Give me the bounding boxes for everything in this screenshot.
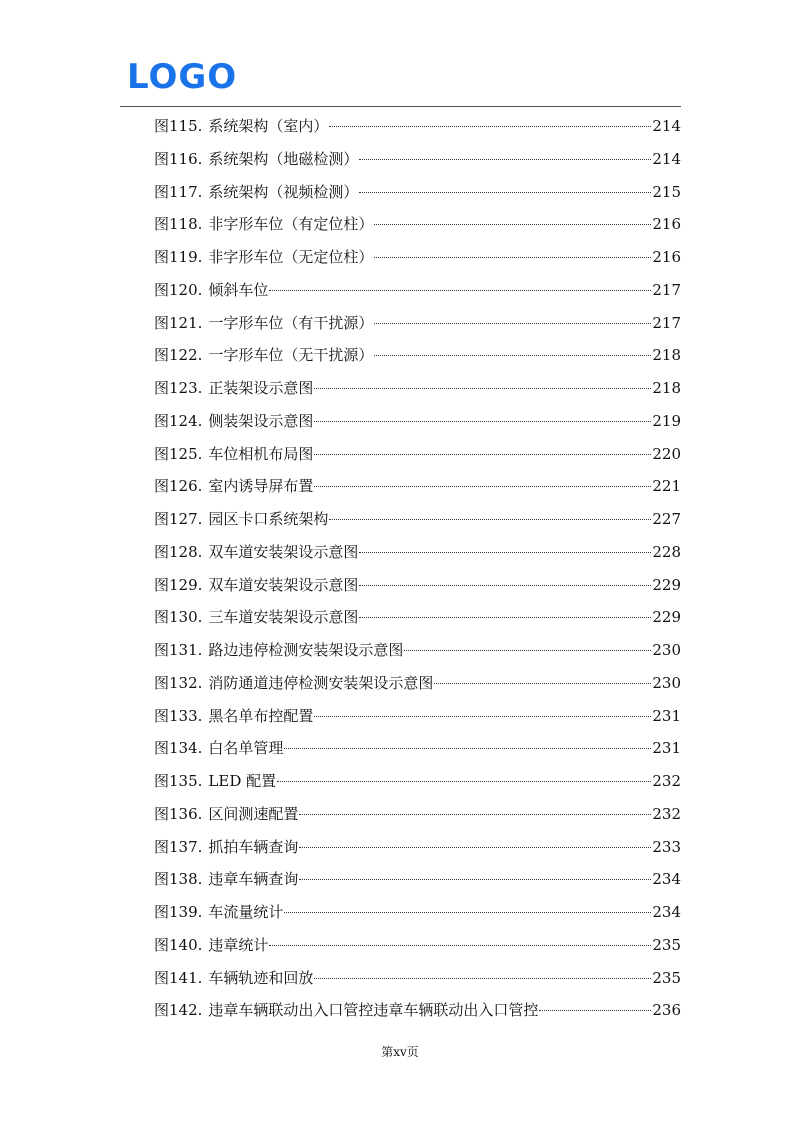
figure-title: 车辆轨迹和回放 [208, 968, 314, 987]
figure-title: 园区卡口系统架构 [208, 510, 329, 528]
toc-entry[interactable] [154, 569, 681, 602]
page-ref: 220 [652, 444, 681, 463]
toc-entry[interactable] [154, 274, 681, 307]
dot-leader [359, 585, 651, 586]
figure-number: 图141. [154, 968, 203, 987]
page-ref: 234 [652, 903, 681, 921]
dot-leader [359, 617, 651, 618]
toc-entry[interactable] [154, 470, 681, 503]
toc-entry[interactable] [154, 831, 681, 864]
page-ref: 214 [652, 117, 681, 135]
page-ref: 229 [652, 608, 681, 627]
page-number: 第xv页 [381, 1045, 419, 1059]
figure-number: 图116. [154, 149, 203, 168]
dot-leader [359, 192, 651, 193]
dot-leader [284, 912, 651, 913]
page-ref: 231 [652, 706, 681, 725]
figure-title: 消防通道违停检测安装架设示意图 [208, 673, 434, 692]
page-ref: 234 [652, 870, 681, 889]
toc-entry[interactable] [154, 307, 681, 340]
page-ref: 217 [652, 280, 681, 299]
page-ref: 232 [652, 772, 681, 790]
dot-leader [277, 781, 651, 782]
page-ref: 218 [652, 379, 681, 397]
dot-leader [359, 159, 651, 160]
toc-entry[interactable] [154, 732, 681, 765]
toc-entry[interactable] [154, 143, 681, 176]
dot-leader [404, 650, 651, 651]
figure-number: 图130. [154, 608, 203, 627]
figure-number: 图123. [154, 379, 203, 397]
toc-entry[interactable] [154, 634, 681, 667]
dot-leader [539, 1010, 651, 1011]
toc-entry[interactable] [154, 667, 681, 700]
dot-leader [329, 126, 651, 127]
figure-number: 图132. [154, 673, 203, 692]
figure-number: 图117. [154, 182, 203, 201]
dot-leader [284, 748, 651, 749]
figure-title: 双车道安装架设示意图 [208, 542, 359, 561]
figure-title: 一字形车位（有干扰源） [208, 313, 374, 332]
dot-leader [434, 683, 651, 684]
dot-leader [359, 552, 651, 553]
logo: LOGO [127, 57, 238, 97]
header-divider [120, 106, 681, 107]
page-ref: 216 [652, 248, 681, 266]
figure-title: 室内诱导屏布置 [208, 477, 314, 496]
figure-title: 区间测速配置 [208, 804, 299, 823]
figure-title: 系统架构（视频检测） [208, 182, 359, 201]
figure-number: 图119. [154, 248, 203, 266]
toc-entry[interactable] [154, 601, 681, 634]
figure-title: 倾斜车位 [208, 280, 269, 299]
page-ref: 214 [652, 149, 681, 168]
figure-title: 一字形车位（无干扰源） [208, 346, 374, 365]
dot-leader [299, 814, 651, 815]
toc-entry[interactable] [154, 700, 681, 733]
page-ref: 227 [652, 510, 681, 528]
toc-entry[interactable] [154, 241, 681, 274]
figure-title: 路边违停检测安装架设示意图 [208, 641, 404, 659]
figure-title: 违章车辆联动出入口管控违章车辆联动出入口管控 [208, 1001, 539, 1020]
toc-entry[interactable] [154, 372, 681, 405]
page-ref: 228 [652, 542, 681, 561]
page-ref: 231 [652, 739, 681, 758]
figure-number: 图120. [154, 280, 203, 299]
figure-number: 图118. [154, 215, 203, 234]
toc-entry[interactable] [154, 929, 681, 962]
toc-entry[interactable] [154, 176, 681, 209]
figure-title: 侧装架设示意图 [208, 411, 314, 430]
figure-number: 图134. [154, 739, 203, 758]
toc-entry[interactable] [154, 405, 681, 438]
figure-number: 图136. [154, 804, 203, 823]
page-ref: 221 [652, 477, 681, 496]
page-footer [0, 1043, 800, 1060]
toc-entry[interactable] [154, 503, 681, 536]
dot-leader [314, 454, 651, 455]
toc-entry[interactable] [154, 438, 681, 471]
figure-title: LED 配置 [208, 772, 277, 790]
figure-title: 系统架构（地磁检测） [208, 149, 359, 168]
dot-leader [314, 421, 651, 422]
page-ref: 219 [652, 411, 681, 430]
page-ref: 236 [652, 1001, 681, 1020]
figure-title: 车流量统计 [208, 903, 284, 921]
page-ref: 233 [652, 837, 681, 856]
figure-number: 图137. [154, 837, 203, 856]
dot-leader [374, 224, 651, 225]
figure-number: 图115. [154, 117, 203, 135]
toc-entry[interactable] [154, 896, 681, 929]
dot-leader [269, 945, 651, 946]
figure-title: 抓拍车辆查询 [208, 837, 299, 856]
dot-leader [269, 290, 651, 291]
figure-number: 图126. [154, 477, 203, 496]
figure-number: 图122. [154, 346, 203, 365]
page-ref: 215 [652, 182, 681, 201]
figure-title: 违章车辆查询 [208, 870, 299, 889]
dot-leader [299, 879, 651, 880]
dot-leader [374, 355, 651, 356]
toc-entry[interactable] [154, 765, 681, 798]
figure-title: 非字形车位（有定位柱） [208, 215, 374, 234]
toc-entry[interactable] [154, 962, 681, 995]
figure-title: 白名单管理 [208, 739, 284, 758]
toc-entry[interactable] [154, 110, 681, 143]
page-ref: 216 [652, 215, 681, 234]
figure-number: 图121. [154, 313, 203, 332]
figure-number: 图128. [154, 542, 203, 561]
dot-leader [314, 978, 651, 979]
figure-number: 图129. [154, 575, 203, 594]
figure-title: 正装架设示意图 [208, 379, 314, 397]
figure-number: 图131. [154, 641, 203, 659]
figure-number: 图140. [154, 935, 203, 954]
page-ref: 230 [652, 673, 681, 692]
figure-title: 黑名单布控配置 [208, 706, 314, 725]
figure-number: 图133. [154, 706, 203, 725]
toc-entry[interactable] [154, 863, 681, 896]
page-ref: 229 [652, 575, 681, 594]
figure-title: 系统架构（室内） [208, 117, 329, 135]
toc-entry[interactable] [154, 339, 681, 372]
figure-title: 三车道安装架设示意图 [208, 608, 359, 627]
figure-title: 车位相机布局图 [208, 444, 314, 463]
figure-number: 图139. [154, 903, 203, 921]
dot-leader [329, 519, 651, 520]
figure-number: 图135. [154, 772, 203, 790]
page-ref: 230 [652, 641, 681, 659]
toc-entry[interactable] [154, 208, 681, 241]
figure-number: 图138. [154, 870, 203, 889]
dot-leader [374, 257, 651, 258]
dot-leader [314, 388, 651, 389]
dot-leader [374, 323, 651, 324]
table-of-figures [154, 110, 681, 1027]
figure-number: 图124. [154, 411, 203, 430]
figure-title: 非字形车位（无定位柱） [208, 248, 374, 266]
page-ref: 232 [652, 804, 681, 823]
toc-entry[interactable] [154, 994, 681, 1027]
figure-title: 双车道安装架设示意图 [208, 575, 359, 594]
page-ref: 235 [652, 935, 681, 954]
page-ref: 235 [652, 968, 681, 987]
toc-entry[interactable] [154, 798, 681, 831]
dot-leader [314, 716, 651, 717]
dot-leader [314, 486, 651, 487]
figure-number: 图142. [154, 1001, 203, 1020]
figure-number: 图127. [154, 510, 203, 528]
figure-number: 图125. [154, 444, 203, 463]
figure-title: 违章统计 [208, 935, 269, 954]
toc-entry[interactable] [154, 536, 681, 569]
page-ref: 217 [652, 313, 681, 332]
page-ref: 218 [652, 346, 681, 365]
dot-leader [299, 847, 651, 848]
